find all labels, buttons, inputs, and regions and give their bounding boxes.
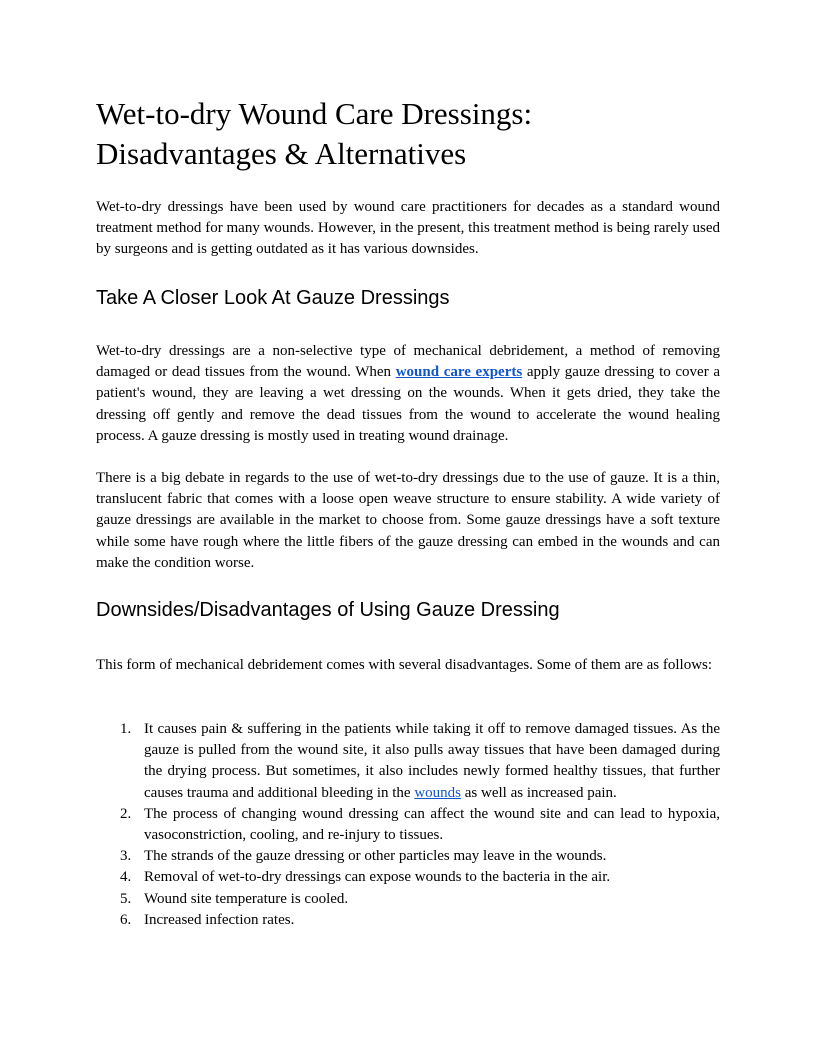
gauze-p1-text-after: apply gauze dressing to cover a patient's wound, they are leaving a wet dressing on the wounds. When it gets dried, they take the dressing off gently and remove the dead tissues from the wound to accelerate the wound healing process. A gauze dressing is mostly used in treating wound drainage.	[96, 364, 720, 444]
list-item: 3. The strands of the gauze dressing or other particles may leave in the wounds.	[120, 848, 607, 865]
disadvantages-list	[96, 719, 720, 931]
gauze-p1-text-before: Wet-to-dry dressings are a non-selective type of mechanical debridement, a method of removing damaged or dead tissues from the wound. When	[96, 343, 720, 381]
section-heading-downsides: Downsides/Disadvantages of Using Gauze Dressing	[96, 599, 560, 621]
list-item: 6. Increased infection rates.	[120, 911, 295, 928]
gauze-paragraph-1	[96, 341, 720, 447]
list-item: 4. Removal of wet-to-dry dressings can expose wounds to the bacteria in the air.	[120, 869, 611, 886]
downsides-intro-paragraph: This form of mechanical debridement comes with several disadvantages. Some of them are as follows:	[96, 657, 713, 673]
wounds-link[interactable]: wounds	[414, 784, 462, 801]
list-item: 5. Wound site temperature is cooled.	[120, 890, 349, 907]
wound-care-experts-link[interactable]: wound care experts	[395, 364, 523, 381]
gauze-paragraph-2: There is a big debate in regards to the use of wet-to-dry dressings due to the use of gauze. It is a thin, translucent fabric that comes with a loose open weave structure to ensure stability. A wide variety of gauze dressings are available in the market to choose from. Some gauze dressings have a soft texture while some have rough where the little fibers of the gauze dressing can embed in the wounds and can make the condition worse.	[96, 470, 720, 571]
intro-paragraph: Wet-to-dry dressings have been used by wound care practitioners for decades as a standard wound treatment method for many wounds. However, in the present, this treatment method is being rarely used by surgeons and is getting outdated as it has various downsides.	[96, 199, 720, 258]
section-heading-gauze: Take A Closer Look At Gauze Dressings	[96, 287, 450, 309]
list-item: 2. The process of changing wound dressing can affect the wound site and can lead to hypoxia, vasoconstriction, cooling, and re-injury to tissues.	[120, 805, 720, 844]
list-item: 1. It causes pain & suffering in the patients while taking it off to remove damaged tissues. As the gauze is pulled from the wound site, it also pulls away tissues that have been damaged during the drying process. But sometimes, it also includes newly formed healthy tissues, that further causes trauma and additional bleeding in the wounds as well as increased pain.	[120, 721, 720, 801]
page-title: Wet-to-dry Wound Care Dressings: Disadvantages & Alternatives	[96, 96, 533, 171]
